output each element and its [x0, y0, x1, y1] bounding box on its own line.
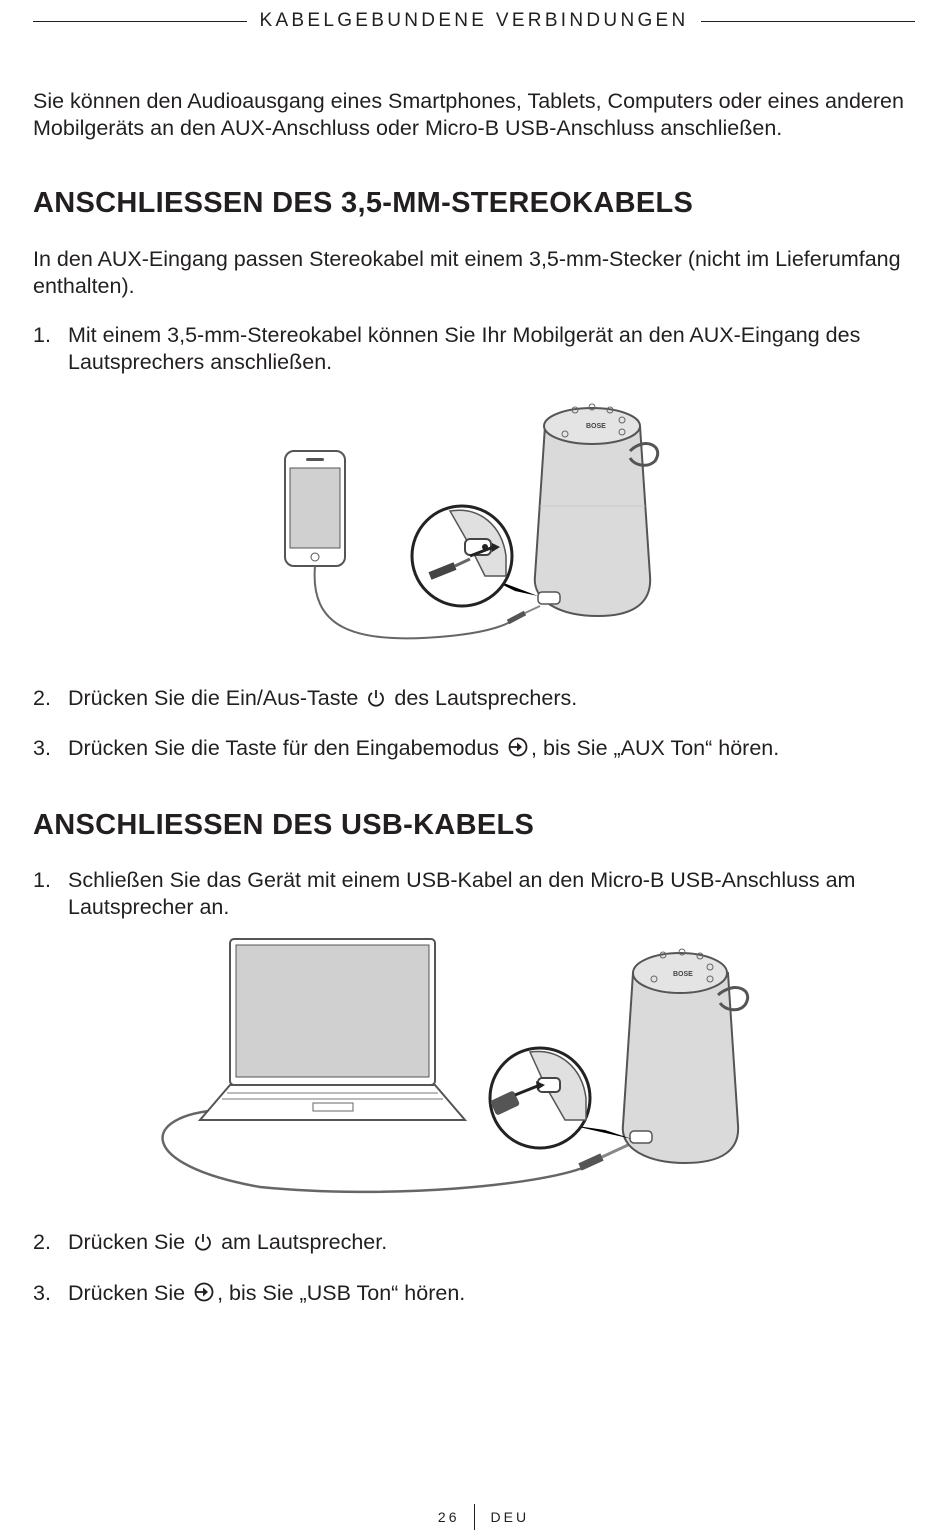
step-text: Drücken Sie die Taste für den Eingabemodus: [68, 736, 500, 760]
section2-step-2: [33, 1229, 923, 1256]
laptop-to-speaker-usb-illustration: [140, 935, 760, 1200]
step-number: 2.: [33, 686, 51, 710]
step-text: des Lautsprechers.: [394, 686, 578, 710]
step-number: 3.: [33, 1281, 51, 1305]
step-text: Drücken Sie: [68, 1230, 186, 1254]
section1-intro: In den AUX-Eingang passen Stereokabel mit einem 3,5-mm-Stecker (nicht im Lieferumfang enthalten).: [33, 247, 901, 298]
step-text: am Lautsprecher.: [221, 1230, 388, 1254]
step-text: Drücken Sie: [68, 1281, 186, 1305]
step-number: 2.: [33, 1230, 51, 1254]
phone-to-speaker-aux-illustration: [270, 396, 690, 646]
speaker-logo: BOSE: [673, 971, 693, 978]
step-number: 3.: [33, 736, 51, 760]
step-number: 1.: [33, 868, 51, 892]
section2-step-1: [33, 867, 923, 921]
header-rule-right: [701, 21, 915, 22]
page-number: 26: [437, 1509, 460, 1525]
step-number: 1.: [33, 323, 51, 347]
step-text: , bis Sie „USB Ton“ hören.: [217, 1281, 466, 1305]
zoom-detail: [412, 506, 538, 606]
section2-step-3: [33, 1280, 923, 1307]
page-header: [33, 8, 915, 34]
language-code: DEU: [490, 1509, 530, 1525]
section1-step-3: [33, 735, 923, 762]
speaker-icon: [623, 949, 748, 1163]
header-rule-left: [33, 21, 247, 22]
laptop-icon: [200, 939, 465, 1120]
step-text: Drücken Sie die Ein/Aus-Taste: [68, 686, 359, 710]
section1-step-2: [33, 685, 923, 712]
section1-step-1: [33, 322, 923, 376]
phone-icon: [285, 451, 345, 566]
section1-heading: ANSCHLIESSEN DES 3,5-MM-STEREOKABELS: [33, 187, 694, 219]
page-footer: [0, 1503, 950, 1531]
input-mode-icon: [507, 736, 529, 758]
zoom-detail: [490, 1048, 632, 1148]
step-text: Schließen Sie das Gerät mit einem USB-Kabel an den Micro-B USB-Anschluss am Lautsprecher an.: [68, 868, 856, 919]
power-icon: [366, 688, 386, 708]
input-mode-icon: [193, 1281, 215, 1303]
header-title: KABELGEBUNDENE VERBINDUNGEN: [259, 10, 689, 31]
speaker-icon: [535, 404, 658, 616]
intro-paragraph: Sie können den Audioausgang eines Smartphones, Tablets, Computers oder eines anderen Mobilgeräts an den AUX-Anschluss oder Micro-B USB-Anschluss anschließen.: [33, 89, 904, 140]
section2-heading: ANSCHLIESSEN DES USB-KABELS: [33, 809, 535, 841]
power-icon: [193, 1232, 213, 1252]
step-text: , bis Sie „AUX Ton“ hören.: [531, 736, 780, 760]
step-text: Mit einem 3,5-mm-Stereokabel können Sie Ihr Mobilgerät an den AUX-Eingang des Lautsprechers anschließen.: [68, 323, 861, 374]
speaker-logo: BOSE: [586, 423, 606, 430]
